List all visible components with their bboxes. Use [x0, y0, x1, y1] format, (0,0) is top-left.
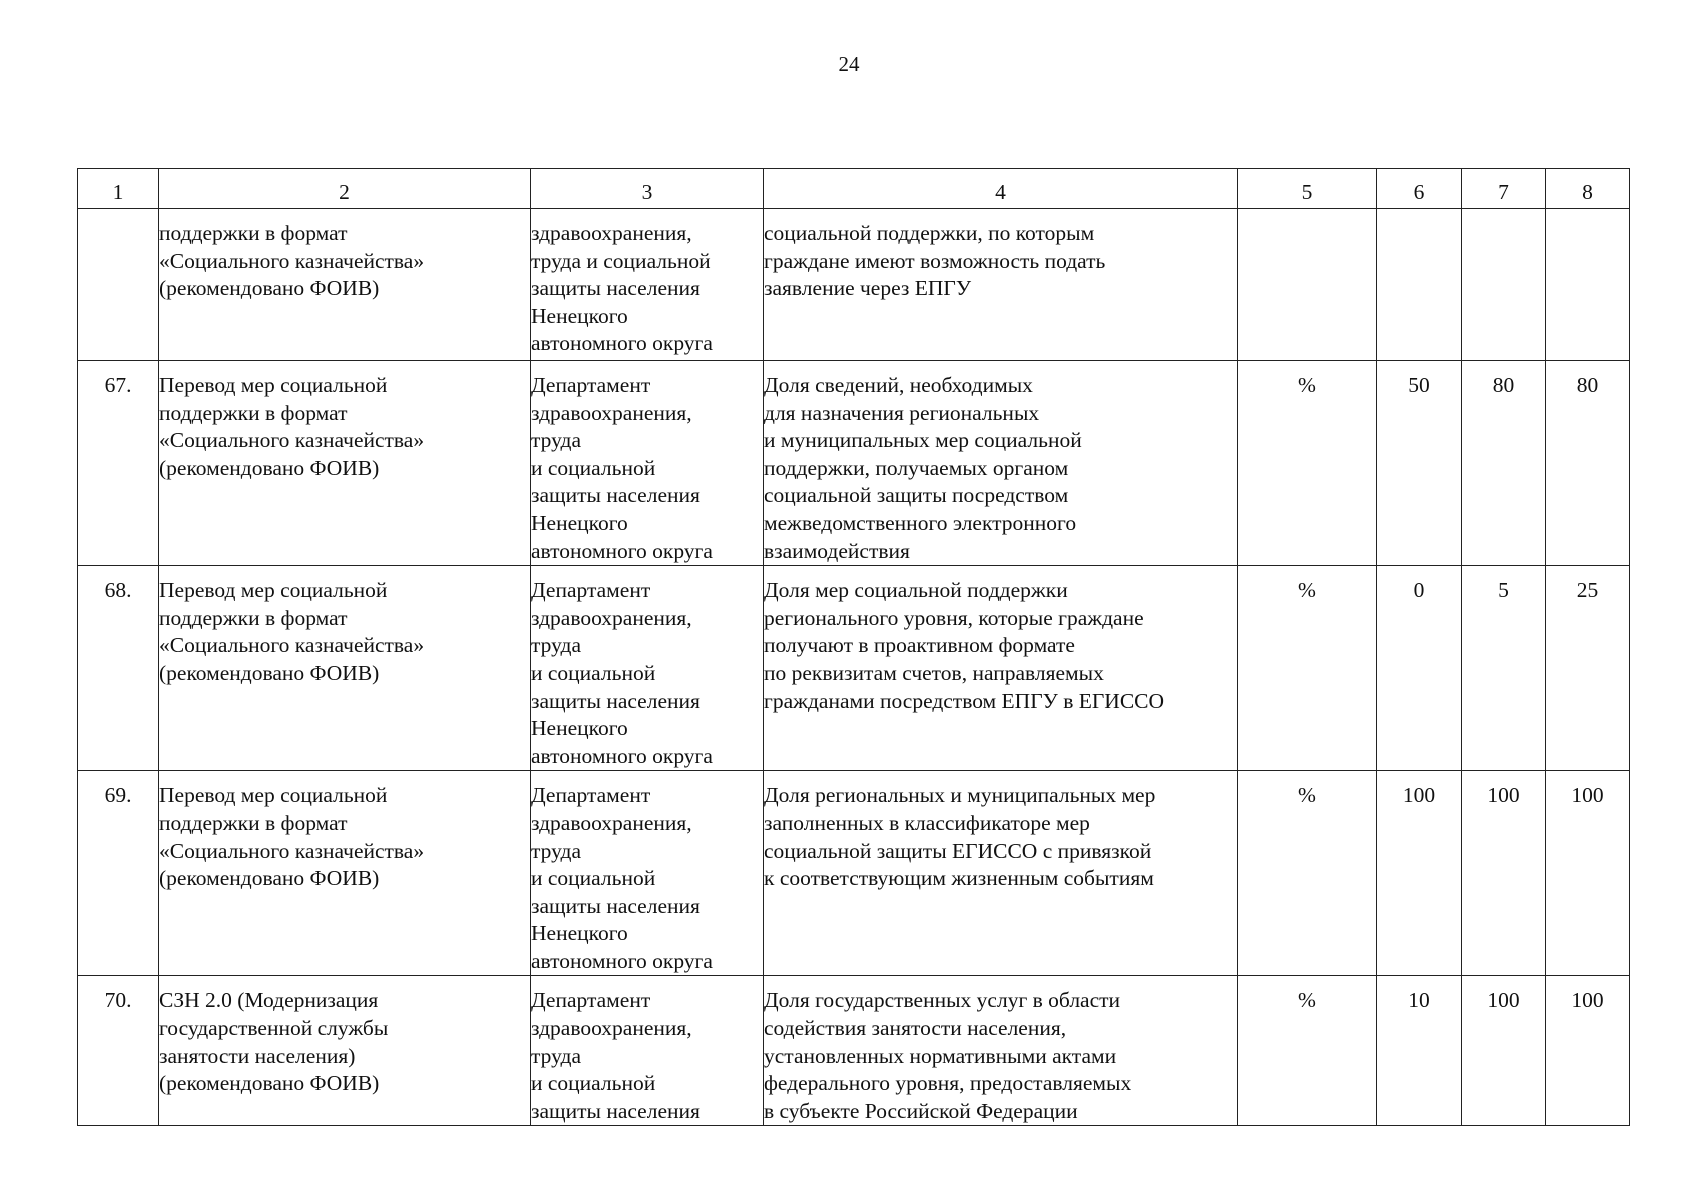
value-cell-6: 50: [1377, 361, 1462, 566]
indicators-table: [77, 168, 1630, 1126]
indicator-cell: социальной поддержки, по которым граждане имеют возможность подать заявление через ЕПГУ: [764, 209, 1238, 361]
measure-cell: Перевод мер социальной поддержки в формат «Социального казначейства» (рекомендовано ФОИВ): [159, 771, 531, 976]
value-cell-6: 0: [1377, 566, 1462, 771]
table-row: [78, 771, 1630, 976]
value-cell-8: 100: [1546, 976, 1630, 1126]
value-cell-8: 25: [1546, 566, 1630, 771]
unit-cell: %: [1238, 566, 1377, 771]
table-row: [78, 976, 1630, 1126]
indicator-cell: Доля мер социальной поддержки регионального уровня, которые граждане получают в проактивном формате по реквизитам счетов, направляемых гражданами посредством ЕПГУ в ЕГИССО: [764, 566, 1238, 771]
value-cell-6: 10: [1377, 976, 1462, 1126]
unit-cell: %: [1238, 771, 1377, 976]
unit-cell: %: [1238, 361, 1377, 566]
column-header-1: 1: [78, 169, 159, 209]
measure-cell: поддержки в формат «Социального казначейства» (рекомендовано ФОИВ): [159, 209, 531, 361]
measure-cell: Перевод мер социальной поддержки в формат «Социального казначейства» (рекомендовано ФОИВ): [159, 361, 531, 566]
table-row: [78, 209, 1630, 361]
column-header-2: 2: [159, 169, 531, 209]
row-number-cell: 67.: [78, 361, 159, 566]
measure-cell: Перевод мер социальной поддержки в формат «Социального казначейства» (рекомендовано ФОИВ): [159, 566, 531, 771]
value-cell-8: 80: [1546, 361, 1630, 566]
value-cell-8: 100: [1546, 771, 1630, 976]
column-header-5: 5: [1238, 169, 1377, 209]
unit-cell: [1238, 209, 1377, 361]
department-cell: Департамент здравоохранения, труда и социальной защиты населения Ненецкого автономного округа: [531, 566, 764, 771]
value-cell-6: [1377, 209, 1462, 361]
value-cell-7: 80: [1462, 361, 1546, 566]
column-header-6: 6: [1377, 169, 1462, 209]
column-header-3: 3: [531, 169, 764, 209]
indicator-cell: Доля государственных услуг в области содействия занятости населения, установленных нормативными актами федерального уровня, предоставляемых в субъекте Российской Федерации: [764, 976, 1238, 1126]
department-cell: Департамент здравоохранения, труда и социальной защиты населения: [531, 976, 764, 1126]
department-cell: здравоохранения, труда и социальной защиты населения Ненецкого автономного округа: [531, 209, 764, 361]
row-number-cell: 69.: [78, 771, 159, 976]
table-row: [78, 566, 1630, 771]
column-header-4: 4: [764, 169, 1238, 209]
indicator-cell: Доля региональных и муниципальных мер заполненных в классификаторе мер социальной защиты ЕГИССО с привязкой к соответствующим жизненным событиям: [764, 771, 1238, 976]
value-cell-7: 5: [1462, 566, 1546, 771]
row-number-cell: 70.: [78, 976, 159, 1126]
page-number: 24: [838, 52, 860, 76]
column-header-8: 8: [1546, 169, 1630, 209]
measure-cell: СЗН 2.0 (Модернизация государственной службы занятости населения) (рекомендовано ФОИВ): [159, 976, 531, 1126]
column-header-7: 7: [1462, 169, 1546, 209]
value-cell-7: [1462, 209, 1546, 361]
row-number-cell: [78, 209, 159, 361]
table-header-row: [78, 169, 1630, 209]
value-cell-7: 100: [1462, 771, 1546, 976]
indicator-cell: Доля сведений, необходимых для назначения региональных и муниципальных мер социальной поддержки, получаемых органом социальной защиты посредством межведомственного электронного взаимодействия: [764, 361, 1238, 566]
value-cell-6: 100: [1377, 771, 1462, 976]
department-cell: Департамент здравоохранения, труда и социальной защиты населения Ненецкого автономного округа: [531, 361, 764, 566]
unit-cell: %: [1238, 976, 1377, 1126]
table-row: [78, 361, 1630, 566]
department-cell: Департамент здравоохранения, труда и социальной защиты населения Ненецкого автономного округа: [531, 771, 764, 976]
value-cell-8: [1546, 209, 1630, 361]
value-cell-7: 100: [1462, 976, 1546, 1126]
row-number-cell: 68.: [78, 566, 159, 771]
